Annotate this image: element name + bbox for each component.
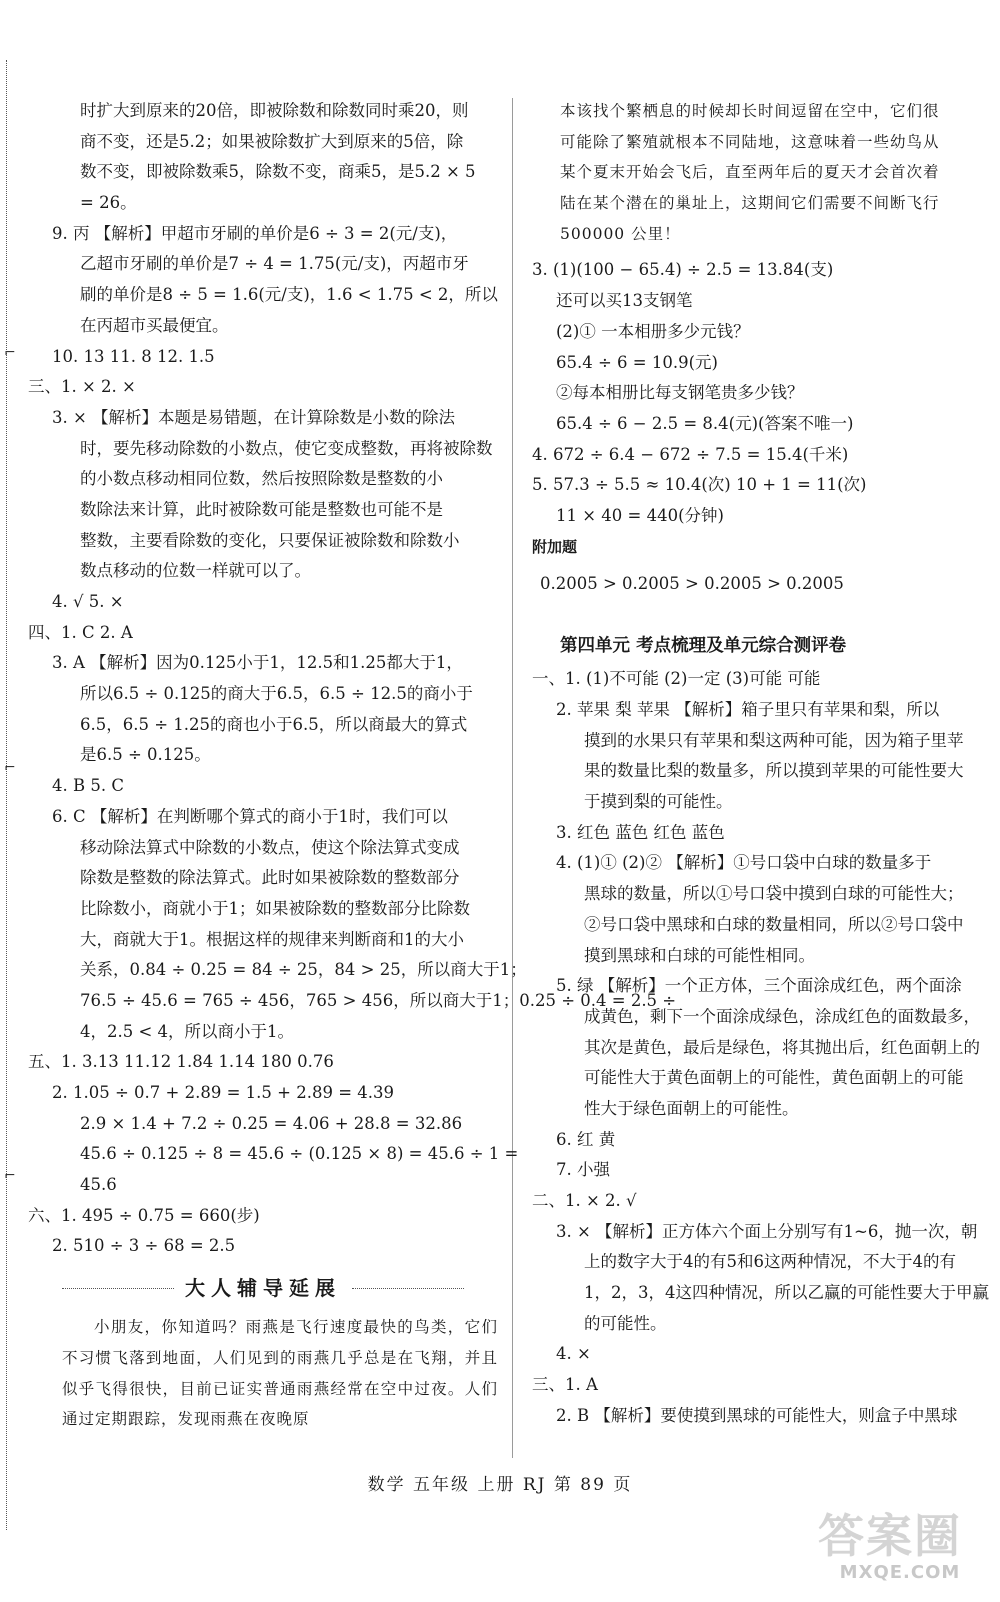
answer-line: 时，要先移动除数的小数点，使它变成整数，再将被除数 [80,438,493,458]
answer-line: 3. × 【解析】本题是易错题，在计算除数是小数的除法 [52,407,456,427]
section-title-text: 大人辅导延展 [177,1276,349,1300]
answer-line: 移动除法算式中除数的小数点，使这个除法算式变成 [80,837,460,857]
answer-line: 45.6 ÷ 0.125 ÷ 8 = 45.6 ÷ (0.125 × 8) = 45.6 ÷ 1 = [80,1144,519,1164]
binding-mark: ⌐ [4,760,16,776]
answer-line: 所以6.5 ÷ 0.125的商大于6.5，6.5 ÷ 12.5的商小于 [80,684,473,704]
answer-line: 5. 绿 【解析】一个正方体，三个面涂成红色，两个面涂 [556,976,962,996]
answer-line: 2. B 【解析】要使摸到黑球的可能性大，则盒子中黑球 [556,1405,958,1425]
right-column [532,96,989,1432]
answer-line: 的小数点移动相同位数，然后按照除数是整数的小 [80,469,443,489]
answer-line: 3. × 【解析】正方体六个面上分别写有1~6，抛一次，朝 [556,1221,978,1241]
answer-line: 数点移动的位数一样就可以了。 [80,561,311,581]
answer-line: 比除数小，商就小于1；如果被除数的整数部分比除数 [80,898,470,918]
answer-line: 刷的单价是8 ÷ 5 = 1.6(元/支)，1.6 < 1.75 < 2，所以 [80,285,498,305]
paragraph-line: 可能除了繁殖就根本不同陆地，这意味着一些幼鸟从 [560,132,940,151]
answer-line: 3. A 【解析】因为0.125小于1，12.5和1.25都大于1， [52,653,463,673]
answer-line: 4. B 5. C [52,776,124,796]
column-divider [512,98,513,1458]
answer-line: 9. 丙 【解析】甲超市牙刷的单价是6 ÷ 3 = 2(元/支)， [52,223,458,243]
answer-line: ②号口袋中黑球和白球的数量相同，所以②号口袋中 [584,914,964,934]
answer-line: 在丙超市买最便宜。 [80,315,229,335]
answer-line: 成黄色，剩下一个面涂成绿色，涂成红色的面数最多， [584,1006,980,1026]
paragraph-line: 500000 公里！ [560,224,681,243]
answer-line: 五、1. 3.13 11.12 1.84 1.14 180 0.76 [28,1052,334,1072]
watermark-logo-text: 答案圈 [818,1509,962,1563]
answer-line: 4. 672 ÷ 6.4 − 672 ÷ 7.5 = 15.4(千米) [532,444,849,464]
extension-section-title [28,1270,498,1306]
answer-line: 除数是整数的除法算式。此时如果被除数的整数部分 [80,868,460,888]
answer-line: 76.5 ÷ 45.6 = 765 ÷ 456，765 > 456，所以商大于1；0.25 ÷ 0.4 = 2.5 ÷ [80,990,677,1010]
answer-line: = 26。 [80,193,137,213]
paragraph-line: 某个夏末开始会飞后，直至两年后的夏天才会首次着 [560,163,940,182]
answer-line: 果的数量比梨的数量多，所以摸到苹果的可能性要大 [584,761,964,781]
answer-line: 大，商就大于1。根据这样的规律来判断商和1的大小 [80,929,464,949]
answer-line: 其次是黄色，最后是绿色，将其抛出后，红色面朝上的 [584,1037,980,1057]
answer-line: 四、1. C 2. A [28,622,133,642]
answer-line: 一、1. (1)不可能 (2)一定 (3)可能 可能 [532,669,821,689]
extension-paragraph-continued [532,96,972,249]
answer-line: 是6.5 ÷ 0.125。 [80,745,211,765]
right-answer-list-a [532,255,972,531]
answer-line: 三、1. × 2. × [28,377,136,397]
answer-line: 6. C 【解析】在判断哪个算式的商小于1时，我们可以 [52,806,448,826]
watermark-url: MXQE.COM [839,1562,961,1583]
answer-line: ②每本相册比每支钢笔贵多少钱？ [556,383,804,403]
answer-line: 4. √ 5. × [52,592,124,611]
answer-line: 上的数字大于4的有5和6这两种情况，不大于4的有 [584,1252,956,1272]
right-answer-list-b [532,664,989,1431]
unit-heading: 第四单元 考点梳理及单元综合测评卷 [560,636,847,657]
answer-line: 乙超市牙刷的单价是7 ÷ 4 = 1.75(元/支)，丙超市牙 [80,254,469,274]
answer-line: 还可以买13支钢笔 [556,291,693,311]
page-footer: 数学 五年级 上册 RJ 第 89 页 [367,1475,633,1495]
answer-line: 于摸到梨的可能性。 [584,792,733,812]
answer-line: 65.4 ÷ 6 = 10.9(元) [556,352,718,372]
answer-line: (2)① 一本相册多少元钱？ [556,321,750,341]
answer-line: 三、1. A [532,1375,598,1395]
answer-line: 6. 红 黄 [556,1129,616,1149]
binding-mark: ⌐ [4,1168,16,1184]
answer-line: 整数，主要看除数的变化，只要保证被除数和除数小 [80,530,460,550]
answer-line: 5. 57.3 ÷ 5.5 ≈ 10.4(次) 10 + 1 = 11(次) [532,475,867,495]
answer-line: 六、1. 495 ÷ 0.75 = 660(步) [28,1205,260,1225]
answer-line: 7. 小强 [556,1160,610,1180]
answer-line: 2. 1.05 ÷ 0.7 + 2.89 = 1.5 + 2.89 = 4.39 [52,1083,394,1102]
bonus-answer [532,562,972,602]
answer-line: 4. × [556,1344,591,1364]
bonus-answer-text: 0.2005 > 0.2005 > 0.2005 > 0.2005 [540,574,844,594]
answer-line: 摸到的水果只有苹果和梨这两种可能，因为箱子里苹 [584,730,964,750]
answer-line: 可能性大于黄色面朝上的可能性，黄色面朝上的可能 [584,1068,964,1088]
answer-line: 4，2.5 < 4，所以商小于1。 [80,1021,295,1041]
binding-cut-line [6,60,7,1530]
answer-line: 1，2，3，4这四种情况，所以乙赢的可能性要大于甲赢 [584,1283,989,1303]
answer-line: 11 × 40 = 440(分钟) [556,505,724,525]
answer-line: 3. (1)(100 − 65.4) ÷ 2.5 = 13.84(支) [532,260,834,280]
answer-line: 二、1. × 2. √ [532,1191,637,1210]
watermark-logo [810,1500,990,1595]
answer-line: 45.6 [80,1175,117,1195]
answer-line: 6.5，6.5 ÷ 1.25的商也小于6.5，所以商最大的算式 [80,714,468,734]
answer-line: 65.4 ÷ 6 − 2.5 = 8.4(元)(答案不唯一) [556,413,854,433]
answer-line: 2.9 × 1.4 + 7.2 ÷ 0.25 = 4.06 + 28.8 = 32.86 [80,1113,463,1133]
answer-line: 时扩大到原来的20倍，即被除数和除数同时乘20，则 [80,101,469,120]
bonus-label: 附加题 [532,537,578,556]
answer-line: 数不变，即被除数乘5，除数不变，商乘5，是5.2 × 5 [80,162,476,182]
answer-line: 黑球的数量，所以①号口袋中摸到白球的可能性大； [584,884,964,904]
answer-line: 数除法来计算，此时被除数可能是整数也可能不是 [80,499,443,519]
answer-line: 4. (1)① (2)② 【解析】①号口袋中白球的数量多于 [556,853,932,873]
answer-line: 性大于绿色面朝上的可能性。 [584,1098,799,1118]
answer-line: 商不变，还是5.2；如果被除数扩大到原来的5倍，除 [80,131,464,151]
answer-line: 10. 13 11. 8 12. 1.5 [52,346,215,366]
extension-paragraph: 小朋友，你知道吗？雨燕是飞行速度最快的鸟类，它们不习惯飞落到地面，人们见到的雨燕几乎总是在飞翔，并且似乎飞得很快，目前已证实普通雨燕经常在空中过夜。人们通过定期跟踪，发现雨燕在夜晚原 [62,1318,498,1429]
answer-line: 3. 红色 蓝色 红色 蓝色 [556,822,725,842]
answer-line: 2. 510 ÷ 3 ÷ 68 = 2.5 [52,1236,236,1256]
answer-line: 关系，0.84 ÷ 0.25 = 84 ÷ 25，84 > 25，所以商大于1； [80,960,527,980]
answer-line: 摸到黑球和白球的可能性相同。 [584,945,815,965]
paragraph-line: 陆在某个潜在的巢址上，这期间它们需要不间断飞行 [560,194,940,213]
answer-line: 2. 苹果 梨 苹果 【解析】箱子里只有苹果和梨，所以 [556,700,940,719]
paragraph-line: 本该找个繁栖息的时候却长时间逗留在空中，它们很 [560,102,940,120]
answer-line: 的可能性。 [584,1313,667,1333]
binding-mark: ⌐ [4,345,16,361]
